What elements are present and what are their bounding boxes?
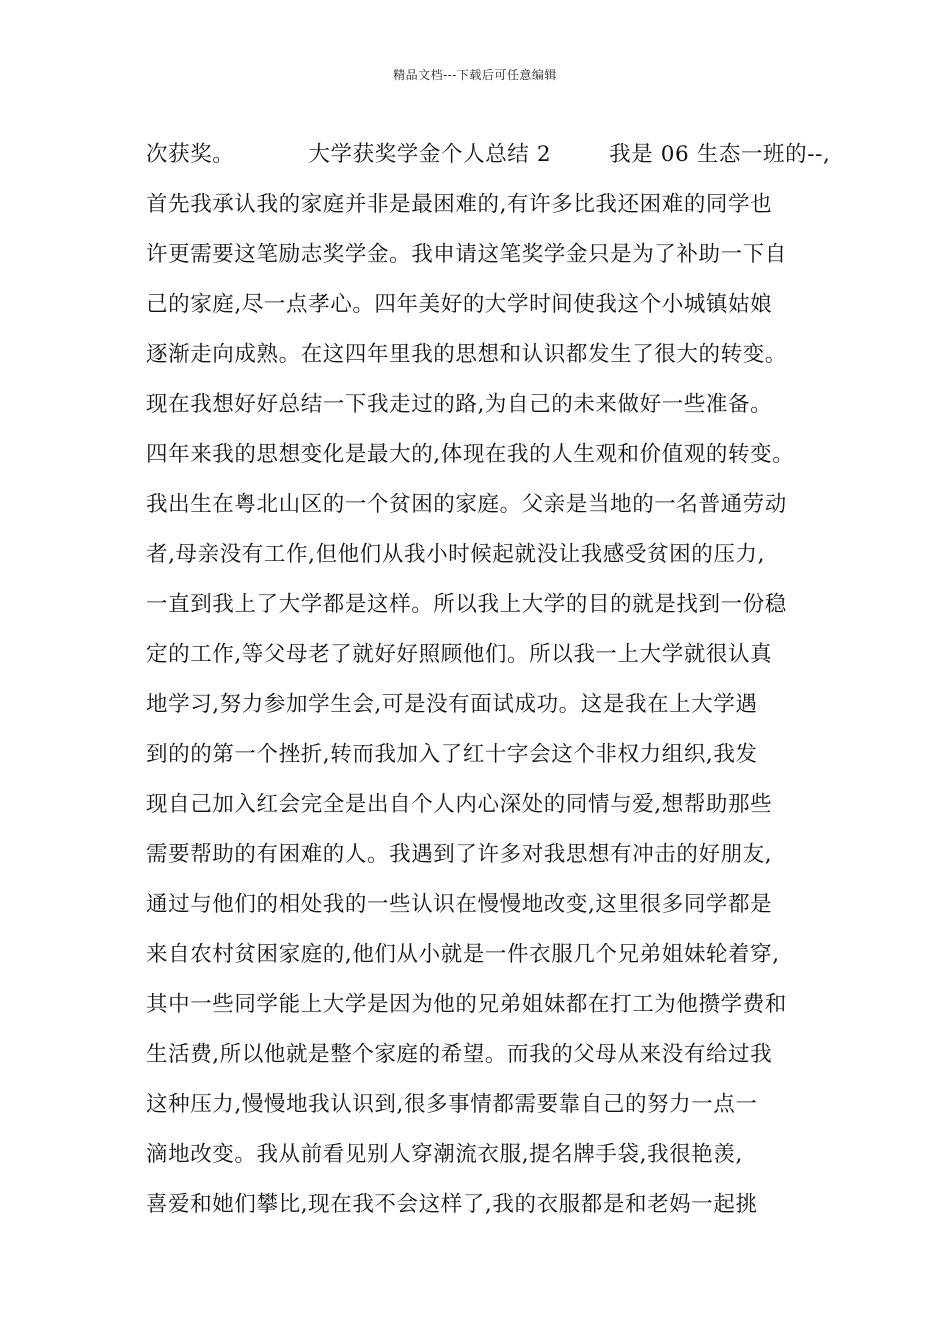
text-line: 地学习,努力参加学生会,可是没有面试成功。这是我在上大学遇	[146, 692, 758, 717]
text-line: 许更需要这笔励志奖学金。我申请这笔奖学金只是为了补助一下自	[146, 242, 787, 267]
body-text	[146, 130, 836, 1230]
text-line: 需要帮助的有困难的人。我遇到了许多对我思想有冲击的好朋友,	[146, 842, 773, 867]
text-line: 喜爱和她们攀比,现在我不会这样了,我的衣服都是和老妈一起挑	[146, 1192, 758, 1217]
text-line: 来自农村贫困家庭的,他们从小就是一件衣服几个兄弟姐妹轮着穿,	[146, 942, 780, 967]
text-line-first	[146, 130, 836, 180]
text-line: 我出生在粤北山区的一个贫困的家庭。父亲是当地的一名普通劳动	[146, 492, 787, 517]
text-line: 者,母亲没有工作,但他们从我小时候起就没让我感受贫困的压力,	[146, 542, 766, 567]
text-line: 逐渐走向成熟。在这四年里我的思想和认识都发生了很大的转变。	[146, 342, 787, 367]
text-line: 通过与他们的相处我的一些认识在慢慢地改变,这里很多同学都是	[146, 892, 773, 917]
text-line: 这种压力,慢慢地我认识到,很多事情都需要靠自己的努力一点一	[146, 1092, 758, 1117]
text-line: 滴地改变。我从前看见别人穿潮流衣服,提名牌手袋,我很艳羡,	[146, 1142, 743, 1167]
text-line: 一直到我上了大学都是这样。所以我上大学的目的就是找到一份稳	[146, 592, 787, 617]
text-line: 定的工作,等父母老了就好好照顾他们。所以我一上大学就很认真	[146, 642, 773, 667]
section-title: 大学获奖学金个人总结 2	[308, 142, 552, 167]
text-line: 现自己加入红会完全是出自个人内心深处的同情与爱,想帮助那些	[146, 792, 773, 817]
text-line: 其中一些同学能上大学是因为他的兄弟姐妹都在打工为他攒学费和	[146, 992, 787, 1017]
text-line: 己的家庭,尽一点孝心。四年美好的大学时间使我这个小城镇姑娘	[146, 292, 773, 317]
text-segment: 我是 06 生态一班的--,	[609, 142, 831, 167]
text-line: 到的的第一个挫折,转而我加入了红十字会这个非权力组织,我发	[146, 742, 758, 767]
page-header: 精品文档---下载后可任意编辑	[393, 68, 557, 82]
text-line: 现在我想好好总结一下我走过的路,为自己的未来做好一些准备。	[146, 392, 773, 417]
text-segment: 次获奖。	[146, 142, 235, 167]
text-line: 四年来我的思想变化是最大的,体现在我的人生观和价值观的转变。	[146, 442, 795, 467]
text-line: 生活费,所以他就是整个家庭的希望。而我的父母从来没有给过我	[146, 1042, 773, 1067]
text-line: 首先我承认我的家庭并非是最困难的,有许多比我还困难的同学也	[146, 192, 773, 217]
